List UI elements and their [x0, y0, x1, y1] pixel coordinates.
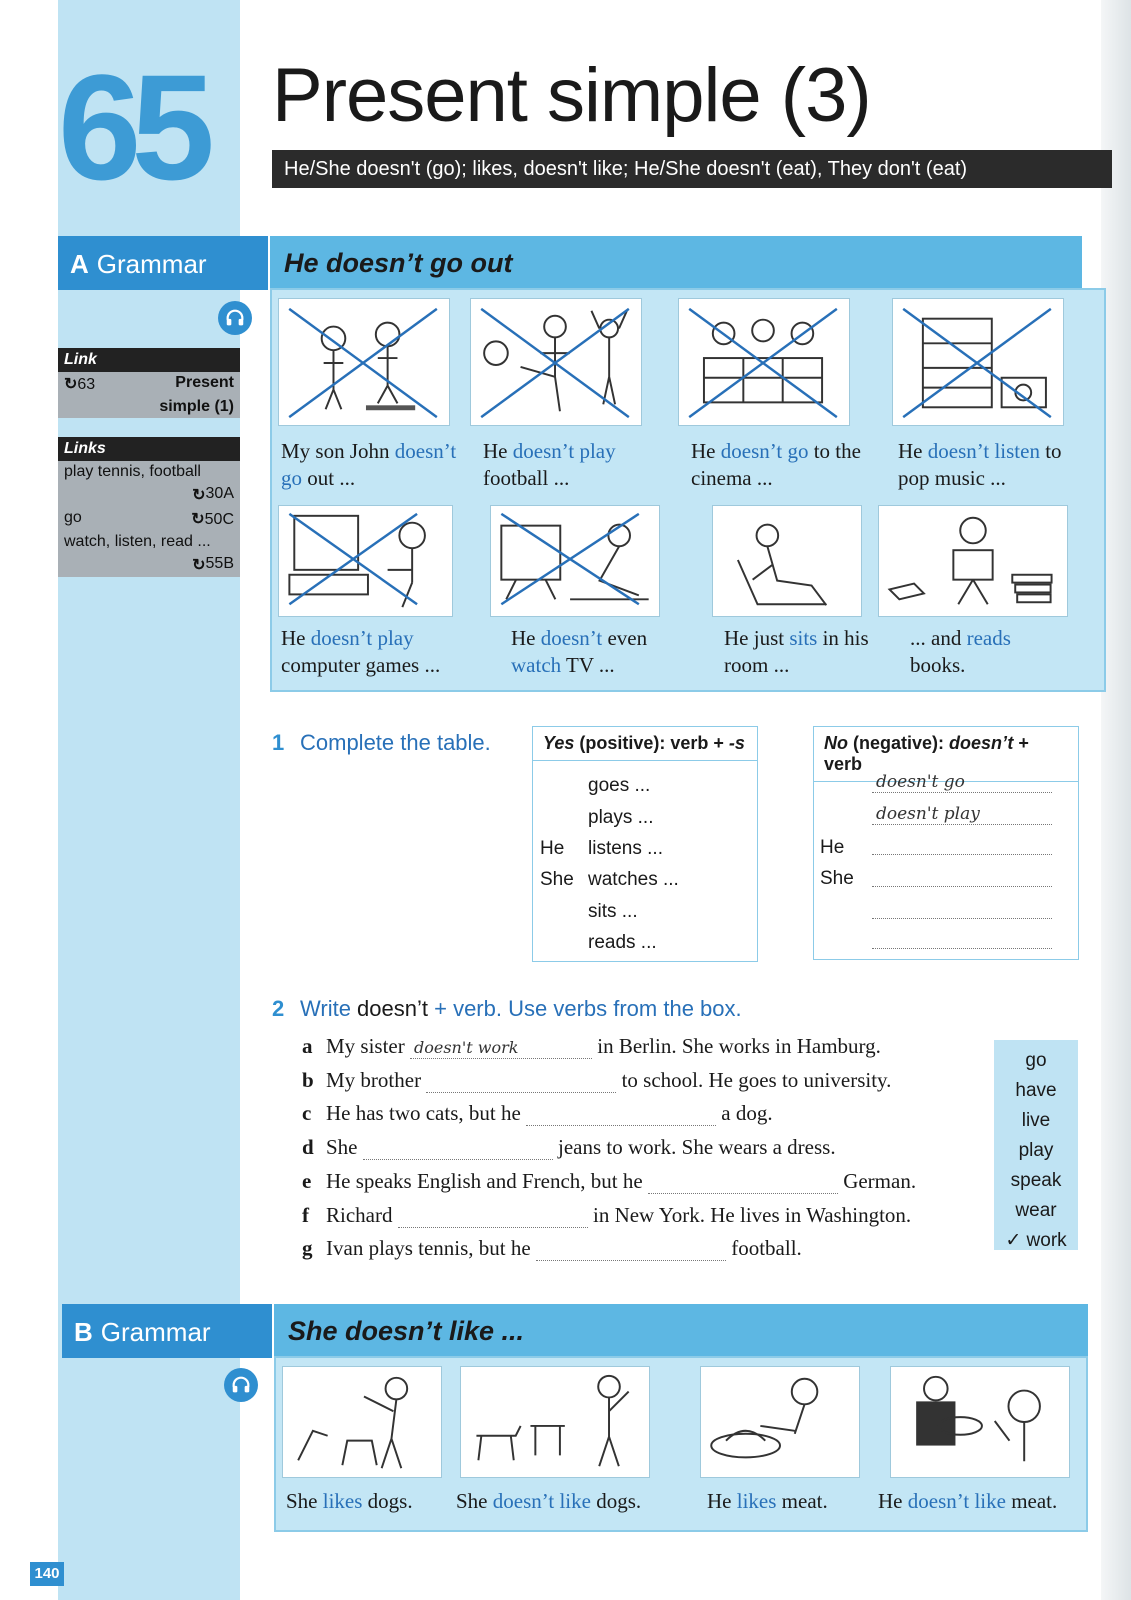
page-number: 140: [30, 1562, 64, 1586]
link-label-1: Present: [175, 374, 234, 391]
section-a-label: [58, 236, 268, 290]
caption-b2: She doesn’t like dogs.: [456, 1489, 642, 1513]
caption-a6: He doesn’t even watch TV ...: [511, 626, 648, 678]
pronoun-he: He: [540, 838, 565, 859]
section-a-heading: He doesn’t go out: [270, 236, 1082, 288]
unit-number: 65: [58, 43, 205, 211]
box-word-speak: speak: [1010, 1170, 1062, 1191]
sentence-f: f Richard in New York. He lives in Washington.: [302, 1203, 912, 1227]
caption-a3: He doesn’t go to the cinema ...: [691, 439, 861, 491]
caption-a1: My son John doesn’t go out ...: [281, 439, 457, 491]
box-word-go: go: [1025, 1050, 1047, 1071]
blank-a[interactable]: doesn't work: [410, 1039, 592, 1059]
blank-f[interactable]: [398, 1208, 588, 1228]
picture-sitting: [712, 505, 862, 617]
sentence-a: a My sister doesn't work in Berlin. She works in Hamburg.: [302, 1034, 881, 1058]
caption-a8: ... and reads books.: [910, 626, 1011, 678]
table-positive-header: Yes (positive): verb + -s: [533, 727, 757, 761]
section-b-label-text: Grammar: [100, 1317, 211, 1347]
verb-plays: plays ...: [588, 807, 654, 828]
reading-illustration: [879, 506, 1067, 616]
caption-b1: She likes dogs.: [286, 1489, 413, 1513]
box-word-play: play: [1018, 1140, 1054, 1161]
links-row-1[interactable]: go ↻50C: [64, 509, 234, 528]
blank-b[interactable]: [426, 1073, 616, 1093]
verb-sits: sits ...: [588, 901, 638, 922]
link-head: Link: [58, 348, 240, 372]
links-row-0-text: play tennis, football: [64, 463, 201, 480]
section-b-letter: B: [74, 1317, 93, 1347]
waiter-meat-illustration: [891, 1367, 1069, 1477]
sentence-e: e He speaks English and French, but he German.: [302, 1169, 917, 1193]
links-row-2-ref[interactable]: ↻ 55B: [192, 555, 234, 574]
sentence-g: g Ivan plays tennis, but he football.: [302, 1236, 802, 1260]
answer-line-4[interactable]: [872, 867, 1052, 887]
headphones-icon: [224, 307, 246, 329]
verb-goes: goes ...: [588, 775, 651, 796]
pronoun-she-neg: She: [820, 868, 854, 889]
table-positive: [532, 726, 758, 962]
verb-listens: listens ...: [588, 838, 663, 859]
caption-a7: He just sits in his room ...: [724, 626, 869, 678]
links-row-2-text: watch, listen, read ...: [64, 533, 211, 550]
unit-title: Present simple (3): [272, 53, 871, 138]
links-row-0-ref[interactable]: ↻ 30A: [192, 485, 234, 504]
audio-icon-b[interactable]: [224, 1368, 258, 1402]
caption-b4: He doesn’t like meat.: [878, 1489, 1058, 1513]
man-eating-meat-illustration: [701, 1367, 859, 1477]
arrow-icon: ↻: [64, 376, 78, 393]
picture-computer-games: [278, 505, 453, 617]
tv-illustration: [491, 506, 659, 616]
caption-a2: He doesn’t play football ...: [483, 439, 616, 491]
answer-line-3[interactable]: [872, 835, 1052, 855]
page-edge: [1101, 0, 1131, 1600]
table-negative: [813, 726, 1079, 960]
arrow-icon: ↻: [192, 557, 206, 574]
section-b-label: [62, 1304, 272, 1358]
skateboard-illustration: [279, 299, 449, 425]
exercise-2-instruction: Write doesn’t + verb. Use verbs from the box.: [300, 996, 742, 1021]
section-a-label-text: Grammar: [96, 249, 207, 279]
picture-cinema: [678, 298, 850, 426]
link-box: [58, 348, 240, 418]
exercise-1-instruction: Complete the table.: [300, 730, 491, 755]
blank-d[interactable]: [363, 1140, 553, 1160]
cinema-illustration: [679, 299, 849, 425]
box-word-work: ✓ work: [1005, 1230, 1067, 1251]
picture-tv: [490, 505, 660, 617]
verb-watches: watches ...: [588, 869, 679, 890]
blank-g[interactable]: [536, 1241, 726, 1261]
links-head: Links: [58, 437, 240, 461]
sentence-d: d She jeans to work. She wears a dress.: [302, 1135, 836, 1159]
section-b-heading: She doesn’t like ...: [274, 1304, 1088, 1356]
picture-doesnt-like-dogs: [460, 1366, 650, 1478]
sentence-c: c He has two cats, but he a dog.: [302, 1101, 773, 1125]
picture-stereo: [892, 298, 1064, 426]
answer-line-5[interactable]: [872, 899, 1052, 919]
picture-reading: [878, 505, 1068, 617]
arrow-icon: ↻: [192, 487, 206, 504]
picture-doesnt-like-meat: [890, 1366, 1070, 1478]
exercise-1-number: 1: [272, 730, 285, 755]
football-illustration: [471, 299, 641, 425]
answer-line-2[interactable]: doesn't play: [872, 805, 1052, 825]
caption-a5: He doesn’t play computer games ...: [281, 626, 441, 678]
links-box: [58, 437, 240, 577]
woman-dogs-scared-illustration: [461, 1367, 649, 1477]
computer-illustration: [279, 506, 452, 616]
picture-likes-meat: [700, 1366, 860, 1478]
pronoun-he-neg: He: [820, 837, 845, 858]
blank-c[interactable]: [526, 1106, 716, 1126]
headphones-icon: [230, 1374, 252, 1396]
stereo-illustration: [893, 299, 1063, 425]
sentence-b: b My brother to school. He goes to university.: [302, 1068, 892, 1092]
answer-line-1[interactable]: doesn't go: [872, 773, 1052, 793]
picture-likes-dogs: [282, 1366, 442, 1478]
picture-football: [470, 298, 642, 426]
link-label-2: simple (1): [159, 398, 234, 415]
audio-icon-a[interactable]: [218, 301, 252, 335]
sitting-illustration: [713, 506, 861, 616]
unit-subtitle: He/She doesn't (go); likes, doesn't like; He/She doesn't (eat), They don't (eat): [272, 150, 1112, 188]
arrow-icon: ↻: [191, 511, 205, 528]
table-negative-header: No (negative): doesn’t + verb: [814, 727, 1078, 782]
link-row-63[interactable]: [58, 372, 240, 396]
box-word-live: live: [1021, 1110, 1051, 1131]
blank-e[interactable]: [648, 1174, 838, 1194]
pronoun-she: She: [540, 869, 574, 890]
verb-box: [994, 1040, 1078, 1250]
caption-b3: He likes meat.: [707, 1489, 828, 1513]
picture-skateboard: [278, 298, 450, 426]
caption-a4: He doesn’t listen to pop music ...: [898, 439, 1062, 491]
section-a-letter: A: [70, 249, 89, 279]
answer-line-6[interactable]: [872, 929, 1052, 949]
woman-dogs-illustration: [283, 1367, 441, 1477]
exercise-2-number: 2: [272, 996, 285, 1021]
link-ref: 63: [77, 376, 96, 393]
box-word-wear: wear: [1015, 1200, 1057, 1221]
verb-reads: reads ...: [588, 932, 657, 953]
box-word-have: have: [1015, 1080, 1057, 1101]
